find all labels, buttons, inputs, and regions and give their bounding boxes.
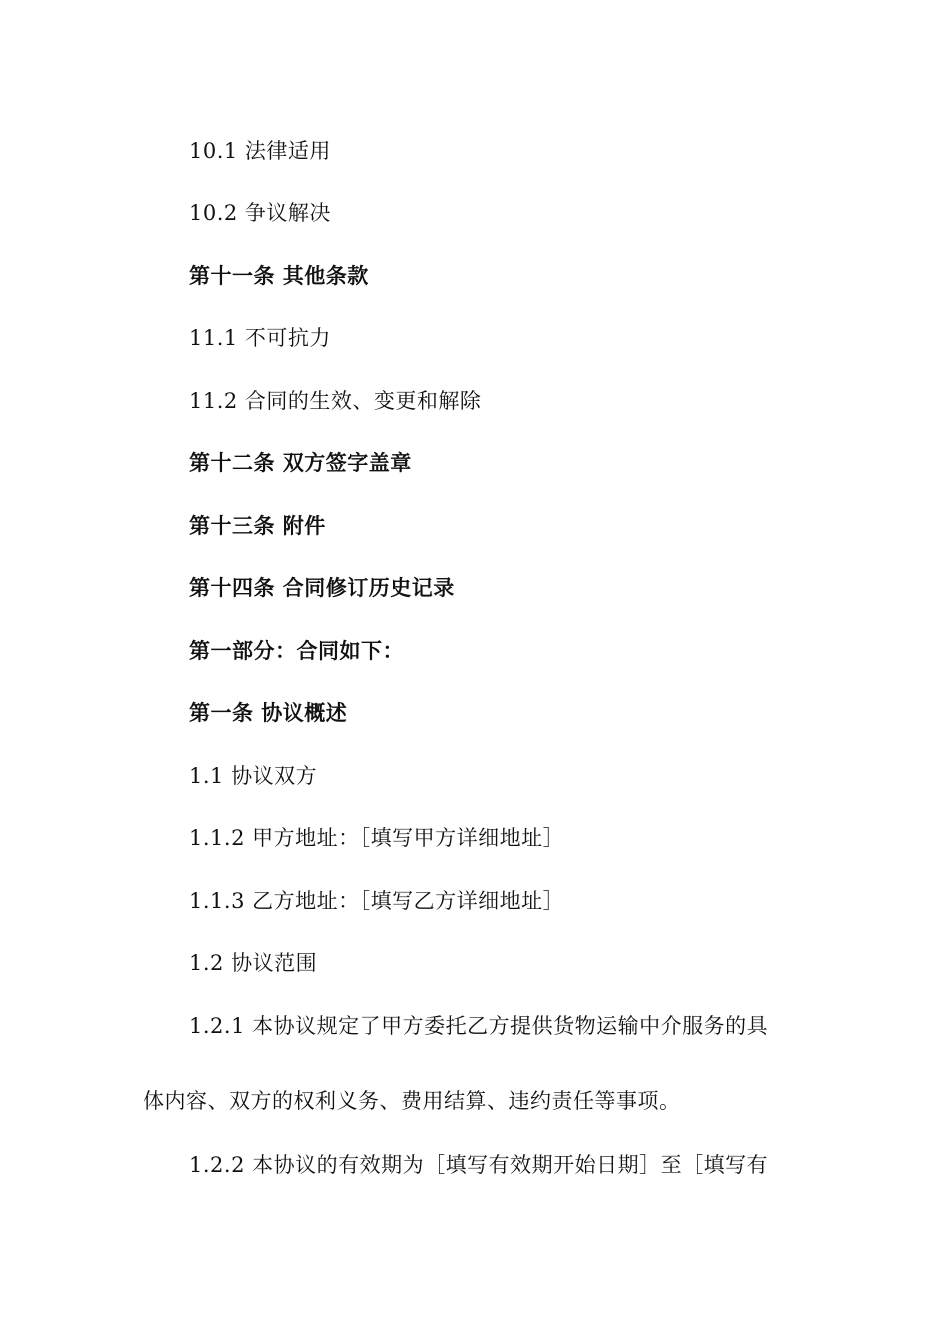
clause-1-1: 1.1 协议双方 <box>189 764 318 788</box>
clause-11-2: 11.2 合同的生效、变更和解除 <box>189 389 482 413</box>
article-12-heading: 第十二条 双方签字盖章 <box>189 451 412 475</box>
clause-1-1-3: 1.1.3 乙方地址：［填写乙方详细地址］ <box>189 889 565 913</box>
clause-1-2: 1.2 协议范围 <box>189 951 318 975</box>
clause-1-1-2: 1.1.2 甲方地址：［填写甲方详细地址］ <box>189 826 565 850</box>
clause-1-2-1: 1.2.1 本协议规定了甲方委托乙方提供货物运输中介服务的具 <box>189 1014 769 1038</box>
clause-11-1: 11.1 不可抗力 <box>189 326 331 350</box>
article-13-heading: 第十三条 附件 <box>189 514 326 538</box>
article-1-heading: 第一条 协议概述 <box>189 701 348 725</box>
article-11-heading: 第十一条 其他条款 <box>189 264 369 288</box>
article-14-heading: 第十四条 合同修订历史记录 <box>189 576 455 600</box>
clause-1-2-1-continuation: 体内容、双方的权利义务、费用结算、违约责任等事项。 <box>143 1089 681 1113</box>
clause-1-2-2: 1.2.2 本协议的有效期为［填写有效期开始日期］至［填写有 <box>189 1153 769 1177</box>
part-1-heading: 第一部分：合同如下： <box>189 639 404 663</box>
clause-10-2: 10.2 争议解决 <box>189 201 331 225</box>
clause-10-1: 10.1 法律适用 <box>189 139 331 163</box>
